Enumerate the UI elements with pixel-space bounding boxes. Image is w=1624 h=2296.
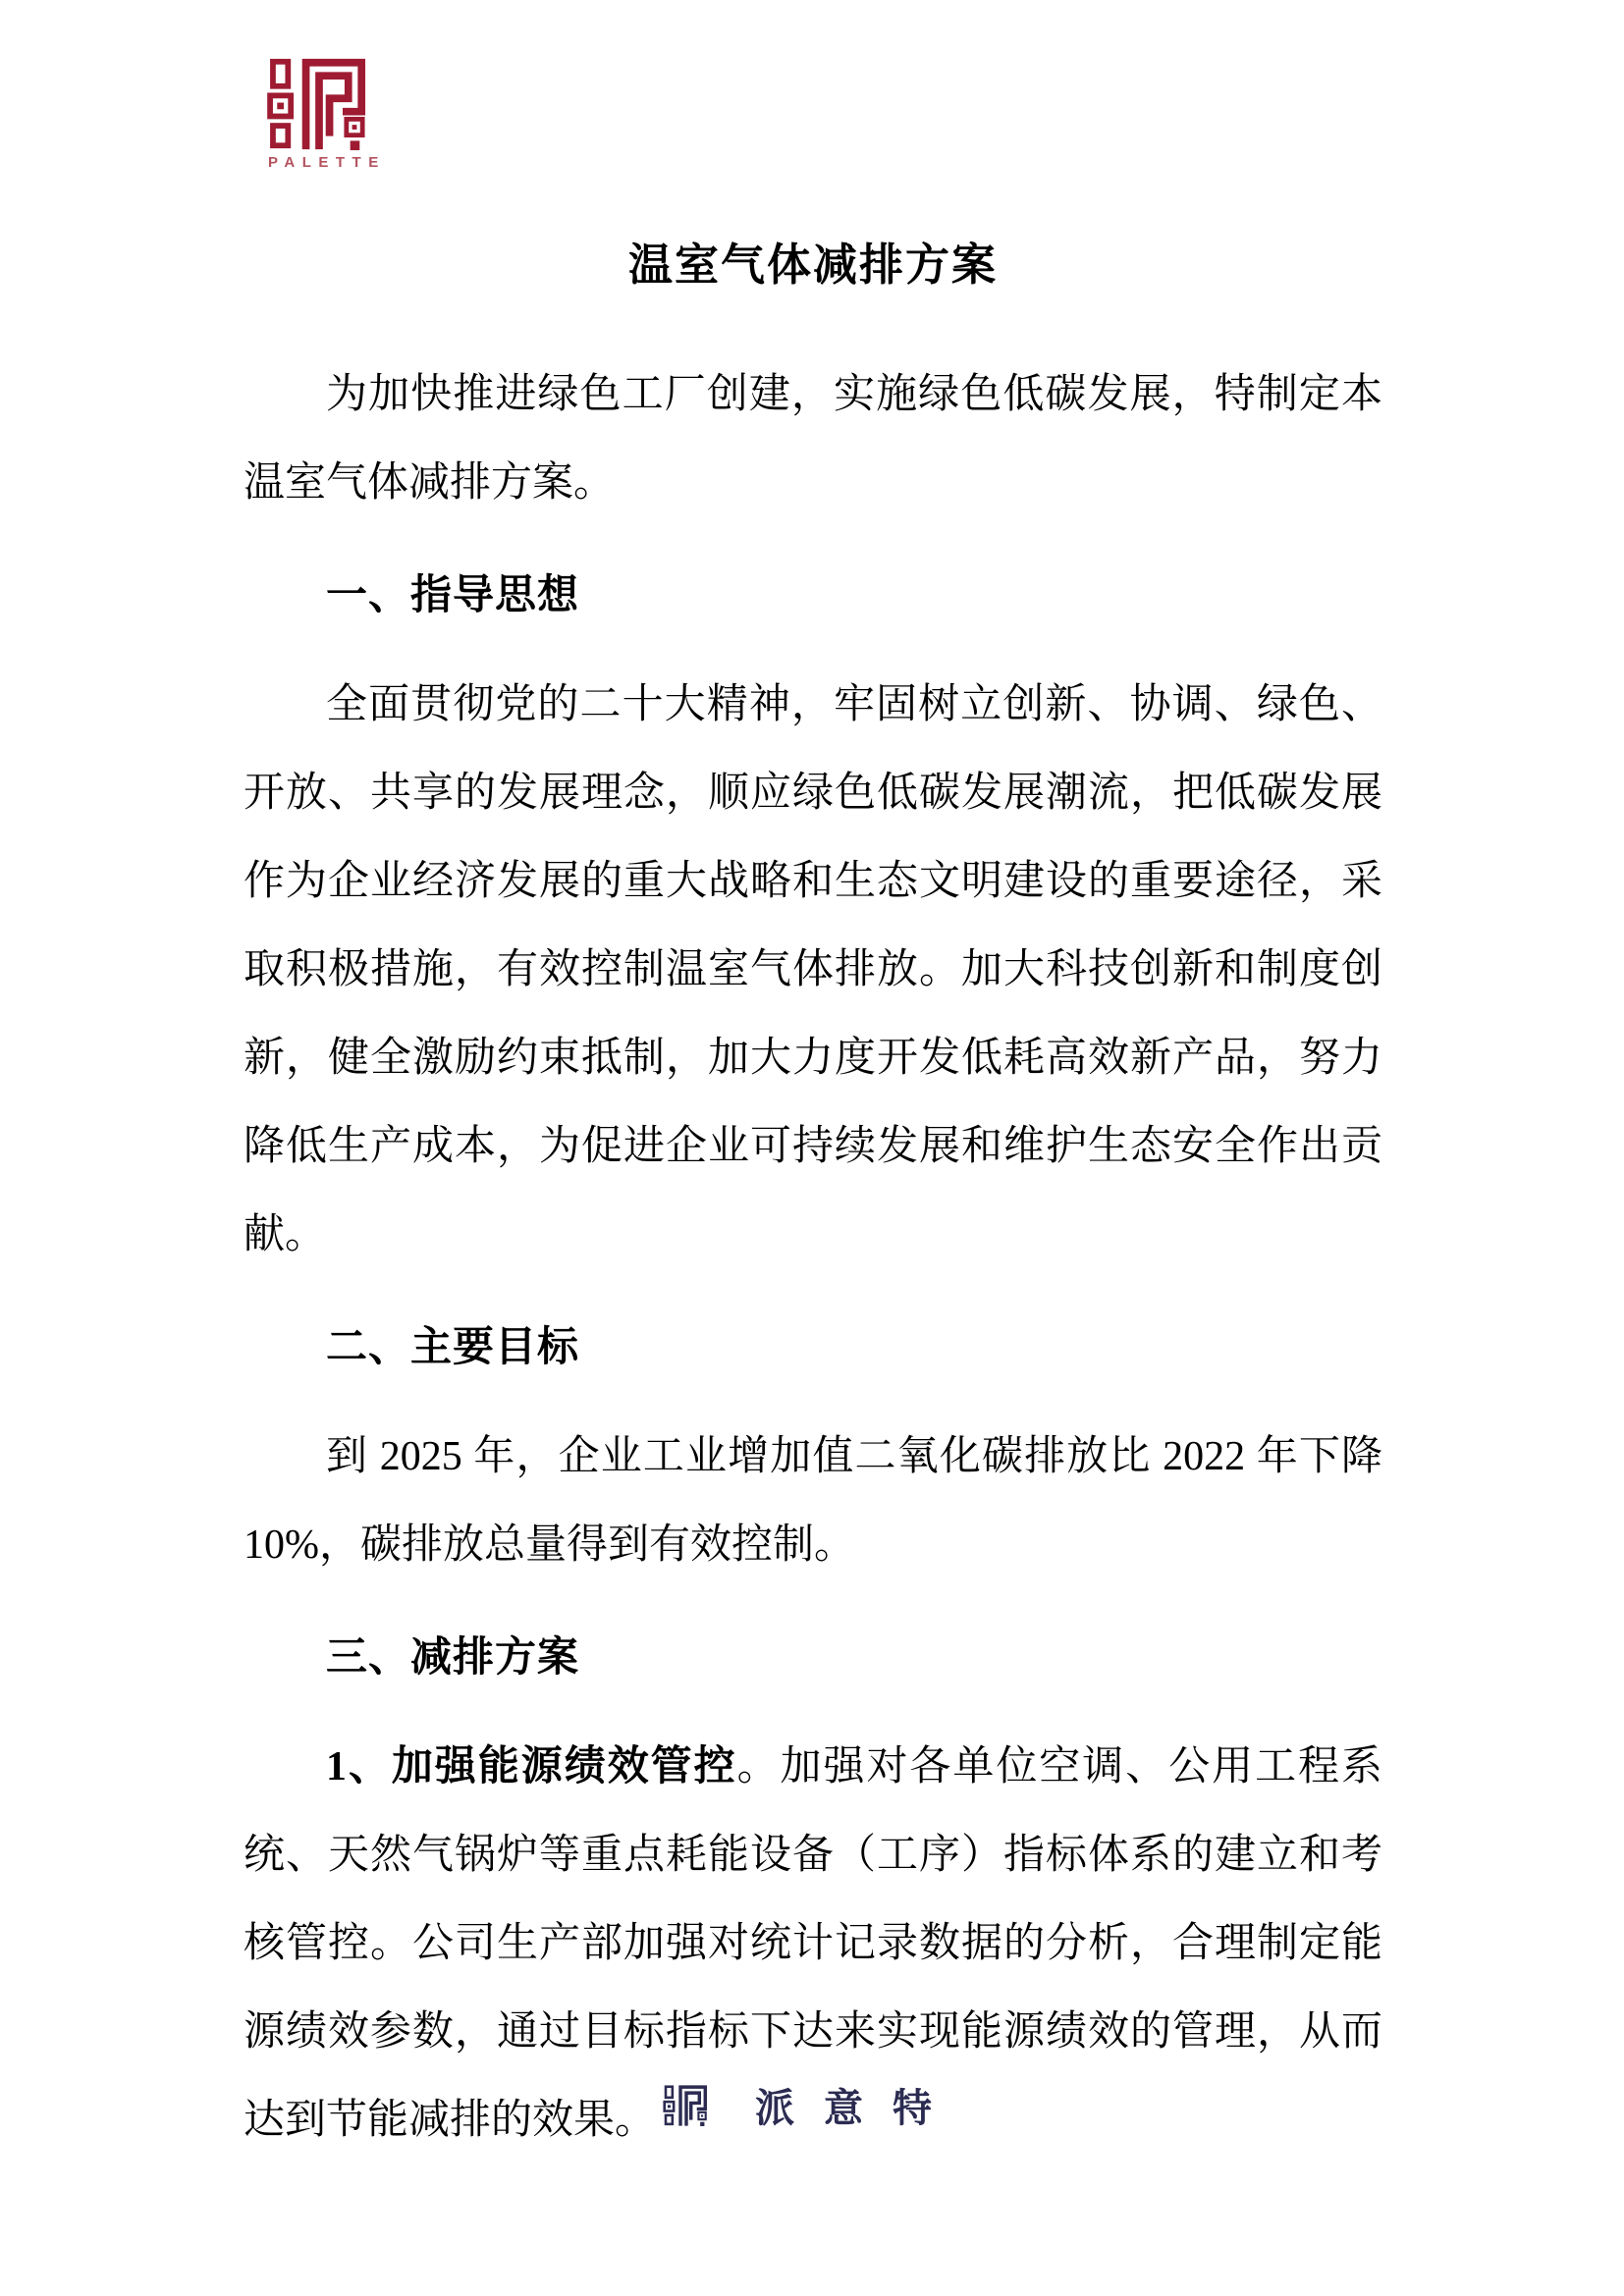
measure-1-text: 。加强对各单位空调、公用工程系统、天然气锅炉等重点耗能设备（工序）指标体系的建立和考核管控。公司生产部加强对统计记录数据的分析，合理制定能源绩效参数，通过目标指标下达来实现能源绩效的管理，从而达到节能减排的效果。	[244, 1743, 1382, 2143]
paragraph-guiding-ideology: 全面贯彻党的二十大精神，牢固树立创新、协调、绿色、开放、共享的发展理念，顺应绿色低碳发展潮流，把低碳发展作为企业经济发展的重大战略和生态文明建设的重要途径，采取积极措施，有效控制温室气体排放。加大科技创新和制度创新，健全激励约束抵制，加大力度开发低耗高效新产品，努力降低生产成本，为促进企业可持续发展和维护生态安全作出贡献。	[244, 681, 1382, 1257]
section-heading-guiding-ideology: 一、指导思想	[326, 572, 580, 618]
palette-maze-logo-icon	[264, 57, 374, 151]
brand-logo-wordmark: PALETTE	[268, 154, 386, 171]
page-title: 温室气体减排方案	[627, 240, 998, 290]
page-footer-brand	[0, 2077, 1624, 2133]
footer-brand-name: 派意特	[755, 2086, 961, 2130]
section-heading-reduction-plan: 三、减排方案	[326, 1634, 580, 1681]
section-heading-main-goals: 二、主要目标	[326, 1324, 580, 1370]
palette-footer-logo-icon	[663, 2080, 710, 2131]
intro-paragraph: 为加快推进绿色工厂创建，实施绿色低碳发展，特制定本温室气体减排方案。	[244, 371, 1382, 506]
paragraph-main-goals: 到 2025 年，企业工业增加值二氧化碳排放比 2022 年下降 10%，碳排放总量得到有效控制。	[244, 1433, 1382, 1568]
brand-logo	[261, 57, 386, 171]
measure-1-title: 1、加强能源绩效管控	[326, 1743, 737, 1789]
document-content	[244, 236, 1382, 2188]
